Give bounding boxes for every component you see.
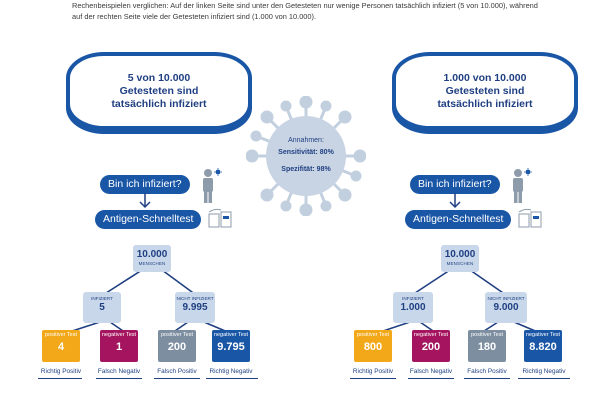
left-underline-1 (38, 378, 82, 379)
right-leaf-1 (354, 330, 392, 362)
left-leaf-4-type: negativer Test (213, 332, 249, 338)
left-caption-2: Falsch Negativ (97, 368, 141, 375)
left-not-infected-value: 9.995 (182, 302, 208, 313)
assumptions-heading: Annahmen: (288, 137, 324, 144)
right-caption-4: Richtig Negativ (522, 368, 566, 375)
left-not-infected-label: NICHT INFIZIERT (176, 296, 214, 301)
left-underline-4 (206, 378, 258, 379)
right-underline-1 (350, 378, 396, 379)
left-infected-label: INFIZIERT (91, 296, 113, 301)
left-leaf-4 (212, 330, 250, 362)
sensitivity-value: Sensitivität: 80% (278, 149, 334, 156)
left-scenario-pill (66, 52, 252, 130)
left-caption-1: Richtig Positiv (40, 368, 82, 375)
right-pill-line-1: 1.000 von 10.000 (443, 71, 527, 84)
right-total-label: MENSCHEN (446, 261, 474, 266)
right-leaf-1-value: 800 (363, 341, 383, 353)
left-caption-3: Falsch Positiv (157, 368, 197, 375)
right-test-badge: Antigen-Schnelltest (405, 210, 511, 229)
left-total-box (133, 245, 171, 272)
right-leaf-3 (468, 330, 506, 362)
right-pill-line-3: tatsächlich infiziert (437, 97, 533, 110)
right-scenario-pill (392, 52, 578, 130)
left-total-value: 10.000 (136, 249, 168, 260)
left-pill-line-3: tatsächlich infiziert (111, 97, 207, 110)
assumptions-box (266, 136, 346, 175)
right-pill-line-2: Getesteten sind (445, 84, 525, 97)
person-icon (200, 168, 222, 204)
right-caption-3: Falsch Positiv (467, 368, 507, 375)
right-infected-box (393, 292, 433, 323)
left-infected-value: 5 (99, 302, 105, 313)
right-total-value: 10.000 (444, 249, 476, 260)
left-infected-box (83, 292, 121, 323)
left-question-badge: Bin ich infiziert? (100, 175, 190, 194)
test-kit-icon (207, 208, 233, 228)
right-caption-2: Falsch Negativ (409, 368, 453, 375)
left-leaf-2 (100, 330, 138, 362)
left-total-label: MENSCHEN (138, 261, 166, 266)
right-leaf-4-type: negativer Test (525, 332, 561, 338)
left-leaf-3-value: 200 (167, 341, 187, 353)
right-caption-1: Richtig Positiv (352, 368, 394, 375)
right-not-infected-box (485, 292, 527, 323)
left-test-badge: Antigen-Schnelltest (95, 210, 201, 229)
right-leaf-2 (412, 330, 450, 362)
left-underline-3 (154, 378, 200, 379)
left-leaf-3-type: positiver Test (161, 332, 193, 338)
left-leaf-1-type: positiver Test (45, 332, 77, 338)
left-leaf-2-value: 1 (115, 341, 123, 353)
right-leaf-3-type: positiver Test (471, 332, 503, 338)
right-infected-value: 1.000 (400, 302, 426, 313)
left-leaf-3 (158, 330, 196, 362)
right-underline-2 (408, 378, 454, 379)
left-underline-2 (96, 378, 142, 379)
right-leaf-4-value: 8.820 (529, 341, 557, 353)
right-leaf-3-value: 180 (477, 341, 497, 353)
right-leaf-4 (524, 330, 562, 362)
right-underline-4 (518, 378, 570, 379)
right-leaf-2-type: negativer Test (413, 332, 449, 338)
right-not-infected-value: 9.000 (493, 302, 519, 313)
left-not-infected-box (175, 292, 215, 323)
right-not-infected-label: NICHT INFIZIERT (487, 296, 525, 301)
person-icon (510, 168, 532, 204)
left-caption-4: Richtig Negativ (209, 368, 253, 375)
right-question-badge: Bin ich infiziert? (410, 175, 500, 194)
right-leaf-1-type: positiver Test (357, 332, 389, 338)
left-leaf-4-value: 9.795 (217, 341, 245, 353)
left-pill-line-1: 5 von 10.000 (127, 71, 191, 84)
left-leaf-1-value: 4 (57, 341, 65, 353)
right-total-box (441, 245, 479, 272)
left-leaf-2-type: negativer Test (101, 332, 137, 338)
test-kit-icon (517, 208, 543, 228)
right-leaf-2-value: 200 (421, 341, 441, 353)
specificity-value: Spezifität: 98% (281, 166, 331, 173)
right-down-arrow-icon (449, 193, 461, 209)
intro-text: Rechenbeispielen verglichen: Auf der linken Seite sind unter den Getesteten nur wenige Personen tatsächlich infiziert (5 von 10.000), während auf der rechten Seite viele der Getesteten infiziert sind (1.000 von 10.000). (72, 1, 538, 21)
left-pill-line-2: Getesteten sind (119, 84, 199, 97)
left-leaf-1 (42, 330, 80, 362)
left-down-arrow-icon (139, 193, 151, 209)
right-underline-3 (464, 378, 510, 379)
right-infected-label: INFIZIERT (402, 296, 424, 301)
